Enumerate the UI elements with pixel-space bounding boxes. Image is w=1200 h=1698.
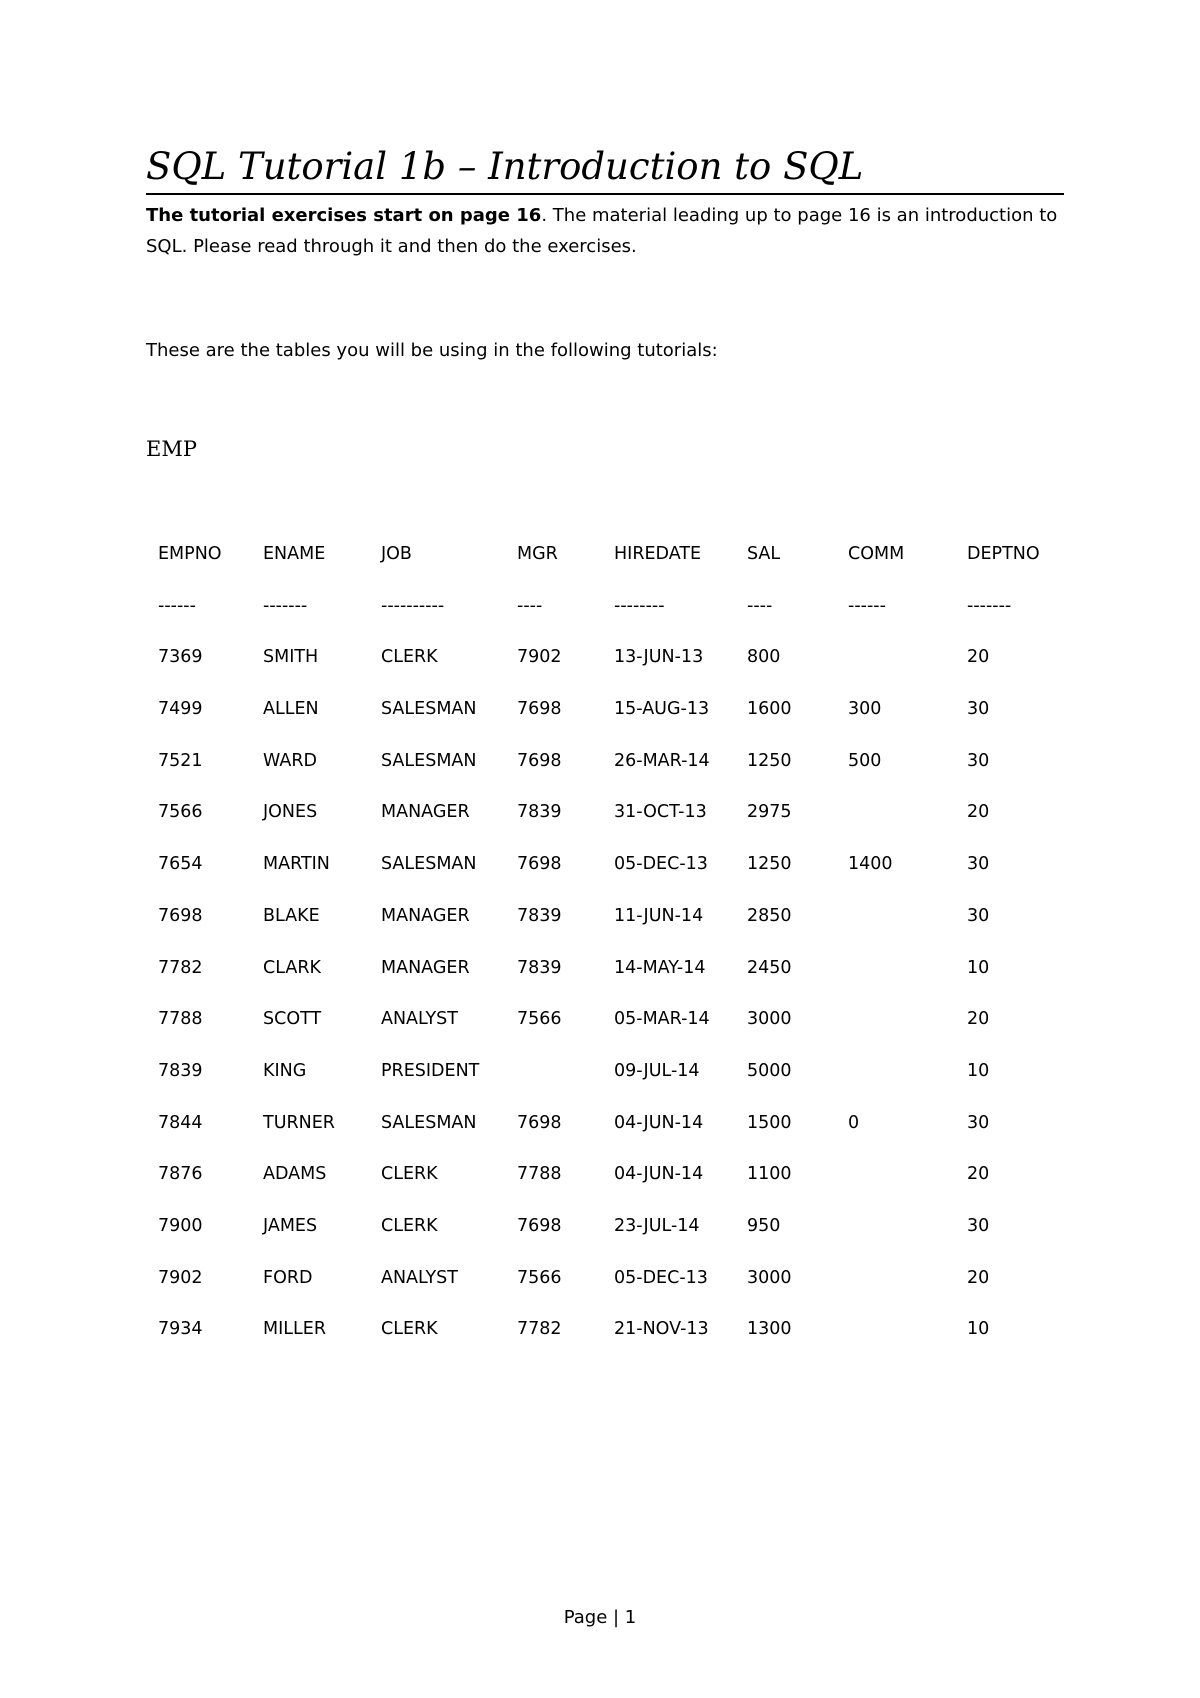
table-row-cell: 7566	[517, 1009, 562, 1030]
table-row-cell: 7698	[517, 854, 562, 875]
table-row-cell: 7698	[517, 750, 562, 771]
table-separator-row-cell: ----------	[381, 595, 445, 616]
table-row-cell: 05-DEC-13	[614, 854, 708, 875]
table-row-cell: 20	[967, 647, 990, 668]
table-row-cell: 7698	[517, 1112, 562, 1133]
table-header-row-cell: EMPNO	[158, 544, 222, 564]
table-row-cell: 20	[967, 802, 990, 823]
table-row-cell: 7698	[517, 699, 562, 720]
table-row-cell: 30	[967, 1112, 990, 1133]
table-row-cell: 2850	[747, 905, 792, 926]
table-row-cell: 7839	[517, 802, 562, 823]
table-row-cell: CLERK	[381, 1319, 438, 1340]
table-row-cell: JAMES	[263, 1215, 318, 1236]
table-row-cell: CLERK	[381, 647, 438, 668]
table-row-cell: MILLER	[263, 1319, 326, 1340]
table-row-cell: CLARK	[263, 957, 321, 978]
table-row-cell: 7499	[158, 699, 203, 720]
table-header-row-cell: HIREDATE	[614, 544, 702, 564]
table-row-cell: 7934	[158, 1319, 203, 1340]
table-row-cell: 7902	[158, 1267, 203, 1288]
table-row-cell: 7839	[158, 1060, 203, 1081]
table-row-cell: 7839	[517, 957, 562, 978]
table-row-cell: 7566	[517, 1267, 562, 1288]
table-row-cell: JONES	[263, 802, 318, 823]
table-row-cell: KING	[263, 1060, 307, 1081]
table-row-cell: ADAMS	[263, 1164, 327, 1185]
table-header-row-cell: JOB	[381, 544, 412, 564]
table-row-cell: 7698	[158, 905, 203, 926]
table-row-cell: 2975	[747, 802, 792, 823]
table-row-cell: ANALYST	[381, 1267, 458, 1288]
table-row-cell: 14-MAY-14	[614, 957, 706, 978]
table-header-row-cell: SAL	[747, 544, 781, 564]
table-separator-row-cell: ------	[158, 595, 196, 616]
table-row-cell: 7844	[158, 1112, 203, 1133]
intro-text: . The material leading up to page 16 is an introduction to SQL. Please read through it and then do the exercises.	[146, 205, 1058, 257]
table-row-cell: 11-JUN-14	[614, 905, 704, 926]
table-row-cell: 04-JUN-14	[614, 1164, 704, 1185]
table-row-cell: 7902	[517, 647, 562, 668]
table-row-cell: 2450	[747, 957, 792, 978]
table-row-cell: 7698	[517, 1215, 562, 1236]
table-row-cell: ALLEN	[263, 699, 319, 720]
table-row-cell: 800	[747, 647, 781, 668]
table-row-cell: CLERK	[381, 1164, 438, 1185]
tables-note: These are the tables you will be using in the following tutorials:	[146, 340, 718, 361]
table-row-cell: CLERK	[381, 1215, 438, 1236]
table-row-cell: 30	[967, 854, 990, 875]
table-row-cell: 7900	[158, 1215, 203, 1236]
table-row-cell: SALESMAN	[381, 750, 477, 771]
table-row-cell: 7782	[517, 1319, 562, 1340]
table-row-cell: 30	[967, 699, 990, 720]
table-row-cell: 1300	[747, 1319, 792, 1340]
table-row-cell: MANAGER	[381, 905, 470, 926]
table-row-cell: 950	[747, 1215, 781, 1236]
table-row-cell: 1500	[747, 1112, 792, 1133]
intro-paragraph	[146, 200, 1086, 262]
table-row-cell: 10	[967, 1060, 990, 1081]
table-separator-row-cell: -------	[263, 595, 308, 616]
table-row-cell: 30	[967, 750, 990, 771]
table-separator-row-cell: ----	[747, 595, 773, 616]
table-row-cell: 7876	[158, 1164, 203, 1185]
table-header-row-cell: MGR	[517, 544, 558, 564]
table-row-cell: 1600	[747, 699, 792, 720]
table-row-cell: 20	[967, 1267, 990, 1288]
table-row-cell: 31-OCT-13	[614, 802, 707, 823]
table-row-cell: 7566	[158, 802, 203, 823]
page-title: SQL Tutorial 1b – Introduction to SQL	[146, 145, 864, 188]
table-row-cell: 7521	[158, 750, 203, 771]
table-row-cell: SALESMAN	[381, 1112, 477, 1133]
table-row-cell: 3000	[747, 1267, 792, 1288]
table-row-cell: 0	[848, 1112, 860, 1133]
table-separator-row-cell: ------	[848, 595, 886, 616]
table-row-cell: 1250	[747, 750, 792, 771]
table-row-cell: 7839	[517, 905, 562, 926]
table-row-cell: 7369	[158, 647, 203, 668]
table-row-cell: 05-DEC-13	[614, 1267, 708, 1288]
table-row-cell: 7788	[517, 1164, 562, 1185]
table-row-cell: 1400	[848, 854, 893, 875]
table-row-cell: 04-JUN-14	[614, 1112, 704, 1133]
table-row-cell: 05-MAR-14	[614, 1009, 710, 1030]
table-row-cell: 26-MAR-14	[614, 750, 710, 771]
table-row-cell: 300	[848, 699, 882, 720]
table-row-cell: SCOTT	[263, 1009, 322, 1030]
table-row-cell: 7788	[158, 1009, 203, 1030]
table-row-cell: 3000	[747, 1009, 792, 1030]
title-underline	[146, 193, 1064, 195]
table-separator-row-cell: ----	[517, 595, 543, 616]
table-row-cell: SALESMAN	[381, 854, 477, 875]
table-row-cell: ANALYST	[381, 1009, 458, 1030]
table-header-row-cell: DEPTNO	[967, 544, 1040, 564]
table-row-cell: TURNER	[263, 1112, 335, 1133]
table-row-cell: MARTIN	[263, 854, 330, 875]
table-row-cell: MANAGER	[381, 957, 470, 978]
table-row-cell: 20	[967, 1164, 990, 1185]
table-row-cell: SALESMAN	[381, 699, 477, 720]
page-footer: Page | 1	[563, 1607, 637, 1628]
table-row-cell: 09-JUL-14	[614, 1060, 700, 1081]
table-row-cell: MANAGER	[381, 802, 470, 823]
table-row-cell: 5000	[747, 1060, 792, 1081]
table-row-cell: 23-JUL-14	[614, 1215, 700, 1236]
table-header-row-cell: ENAME	[263, 544, 326, 564]
table-row-cell: 21-NOV-13	[614, 1319, 709, 1340]
table-row-cell: 30	[967, 905, 990, 926]
table-row-cell: 10	[967, 1319, 990, 1340]
table-row-cell: 7782	[158, 957, 203, 978]
table-row-cell: 500	[848, 750, 882, 771]
table-name-emp: EMP	[146, 437, 197, 461]
table-row-cell: FORD	[263, 1267, 313, 1288]
table-row-cell: BLAKE	[263, 905, 320, 926]
table-row-cell: 7654	[158, 854, 203, 875]
table-row-cell: 30	[967, 1215, 990, 1236]
table-separator-row-cell: -------	[967, 595, 1012, 616]
table-row-cell: 20	[967, 1009, 990, 1030]
intro-bold-text: The tutorial exercises start on page 16	[146, 205, 542, 226]
table-row-cell: WARD	[263, 750, 317, 771]
table-row-cell: 1100	[747, 1164, 792, 1185]
table-header-row-cell: COMM	[848, 544, 905, 564]
table-row-cell: 13-JUN-13	[614, 647, 704, 668]
table-row-cell: 10	[967, 957, 990, 978]
table-row-cell: PRESIDENT	[381, 1060, 480, 1081]
table-row-cell: 15-AUG-13	[614, 699, 710, 720]
table-row-cell: SMITH	[263, 647, 319, 668]
table-separator-row-cell: --------	[614, 595, 665, 616]
table-row-cell: 1250	[747, 854, 792, 875]
